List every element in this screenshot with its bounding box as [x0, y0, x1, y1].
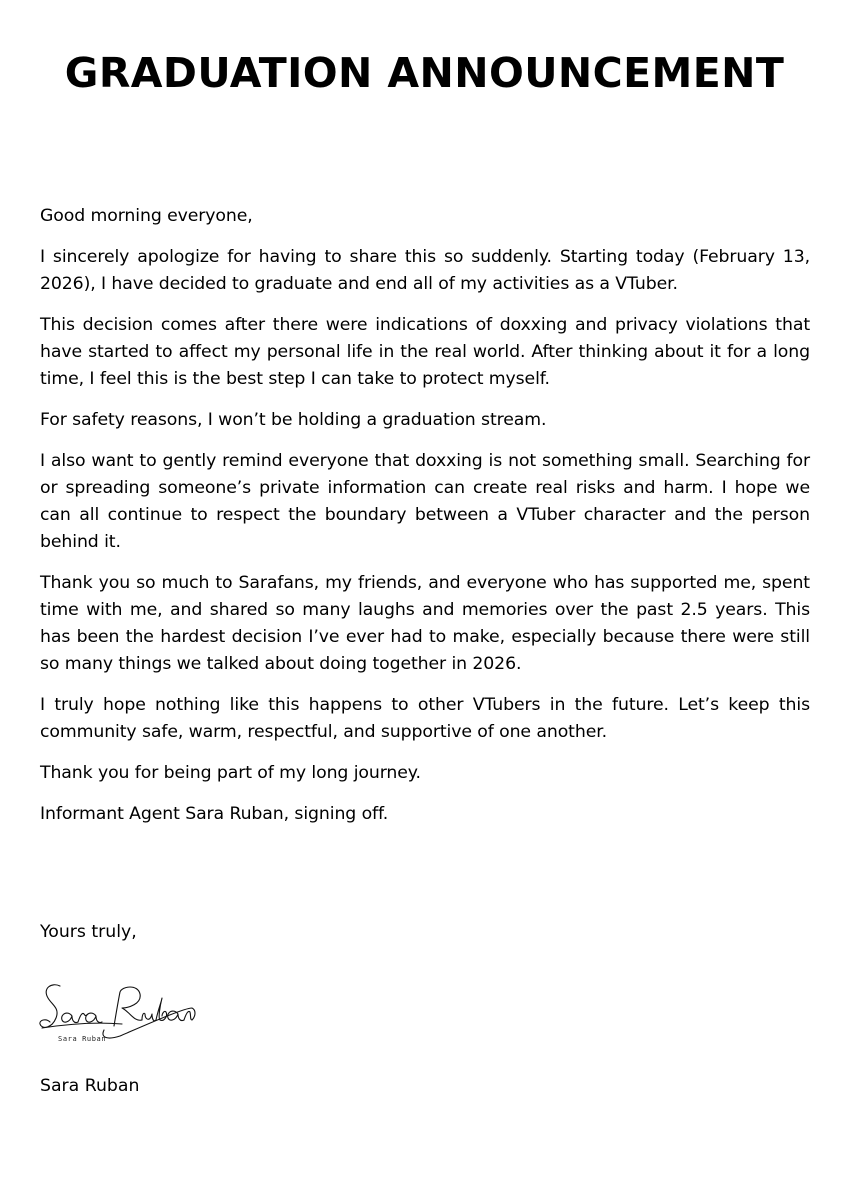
signer-name: Sara Ruban	[40, 1076, 140, 1096]
handwritten-signature	[38, 978, 198, 1050]
thanks-paragraph: Thank you so much to Sarafans, my friends, and everyone who has supported me, spent time with me, and shared so many laughs and memories over the past 2.5 years. This has been the hardest decision I’ve ever had to make, especially because there were still so many things we talked about doing together in 2026.	[40, 573, 810, 674]
reason-paragraph: This decision comes after there were indications of doxxing and privacy violations that have started to affect my personal life in the real world. After thinking about it for a long time, I feel this is the best step I can take to protect myself.	[40, 315, 810, 389]
safety-paragraph: For safety reasons, I won’t be holding a graduation stream.	[40, 410, 547, 430]
journey-paragraph: Thank you for being part of my long journey.	[40, 763, 421, 783]
closing-line: Yours truly,	[40, 922, 137, 942]
page-title: GRADUATION ANNOUNCEMENT	[64, 49, 785, 97]
announcement-paragraph: I sincerely apologize for having to share this so suddenly. Starting today (February 13, 2026), I have decided to graduate and end all of my activities as a VTuber.	[40, 247, 810, 294]
greeting-paragraph: Good morning everyone,	[40, 206, 253, 226]
doxxing-reminder-paragraph: I also want to gently remind everyone that doxxing is not something small. Searching for or spreading someone’s private information can create real risks and harm. I hope we can all continue to respect the boundary between a VTuber character and the person behind it.	[40, 451, 810, 552]
sign-off-paragraph: Informant Agent Sara Ruban, signing off.	[40, 804, 389, 824]
letter-body	[40, 203, 810, 842]
signature-printed-name: Sara Ruban	[58, 1035, 107, 1043]
hope-paragraph: I truly hope nothing like this happens to other VTubers in the future. Let’s keep this community safe, warm, respectful, and supportive of one another.	[40, 695, 810, 742]
